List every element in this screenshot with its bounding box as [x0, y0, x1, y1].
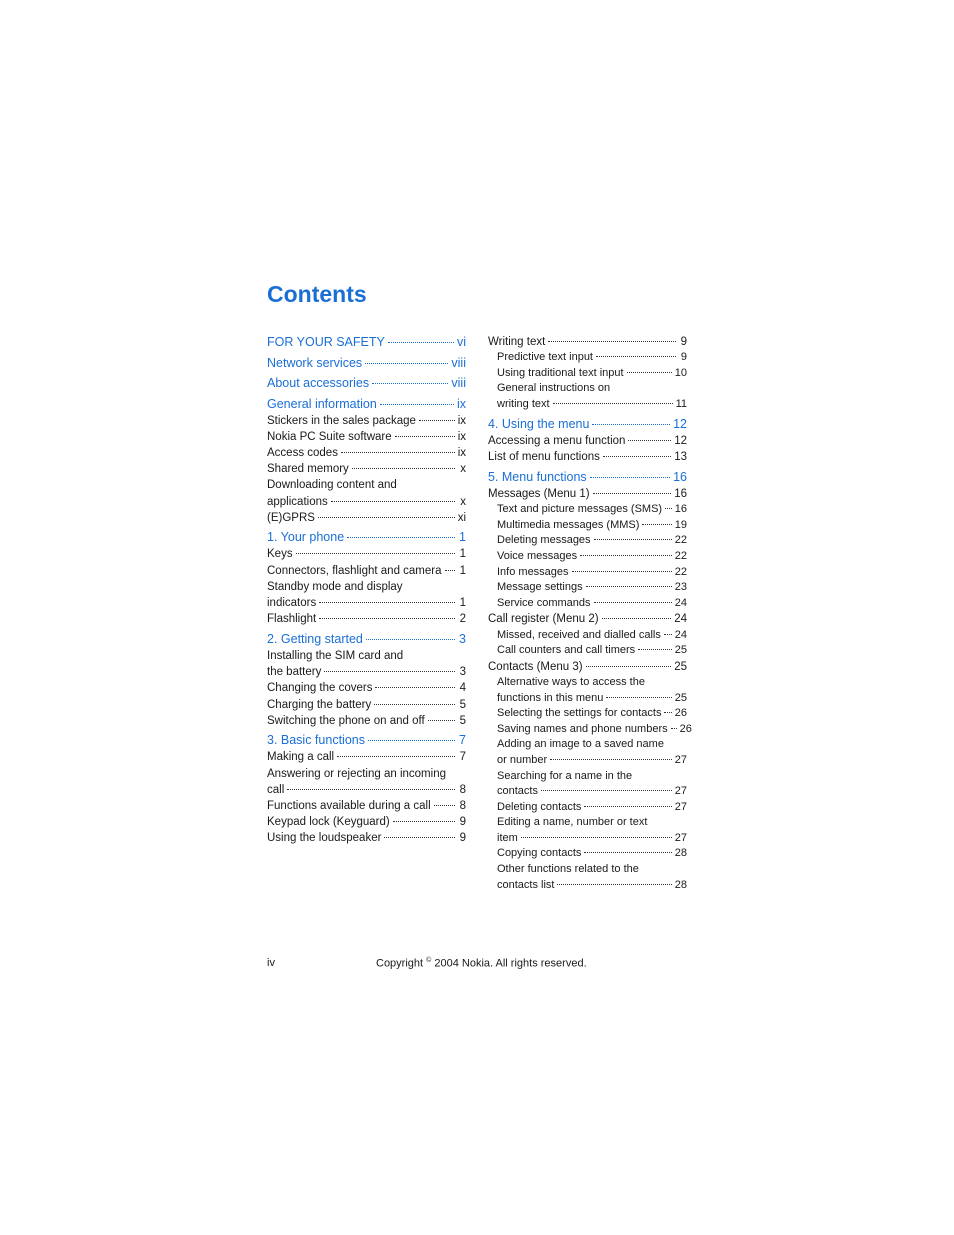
- toc-page-number: ix: [457, 414, 466, 427]
- dot-leader: [602, 618, 672, 619]
- toc-entry-link[interactable]: [488, 433, 687, 449]
- toc-page-number: 7: [459, 733, 466, 748]
- toc-entry-line: [497, 831, 687, 847]
- dot-leader: [584, 806, 671, 807]
- toc-entry-title: Functions available during a call: [267, 800, 431, 813]
- toc-entry-line: [267, 611, 466, 627]
- toc-page-number: 9: [459, 816, 466, 829]
- dot-leader: [580, 555, 672, 556]
- toc-entry-title: Flashlight: [267, 613, 317, 626]
- toc-page-number: xi: [457, 511, 466, 524]
- toc-entry-title: item: [497, 831, 518, 844]
- toc-page-number: 16: [674, 503, 687, 516]
- dot-leader: [380, 404, 454, 405]
- toc-entry-title: the battery: [267, 666, 322, 679]
- toc-entry-link[interactable]: [488, 334, 687, 350]
- toc-entry-line: [267, 782, 466, 798]
- toc-entry-line: [497, 533, 687, 549]
- toc-entry-line: [497, 878, 687, 894]
- dot-leader: [593, 493, 672, 494]
- toc-entry-line: [267, 680, 466, 696]
- toc-subentry-link[interactable]: [488, 737, 687, 768]
- dot-leader: [642, 524, 671, 525]
- toc-page-number: 24: [674, 596, 687, 609]
- dot-leader: [324, 671, 455, 672]
- toc-entry-title: Using traditional text input: [497, 366, 624, 379]
- toc-section-link[interactable]: [267, 396, 466, 413]
- dot-leader: [374, 704, 455, 705]
- toc-page-number: 27: [674, 753, 687, 766]
- toc-section-link[interactable]: [267, 355, 466, 372]
- toc-entry-line: [267, 461, 466, 477]
- toc-entry-line: [267, 814, 466, 830]
- toc-page-number: 1: [459, 548, 466, 561]
- toc-entry-title: Charging the battery: [267, 698, 372, 711]
- dot-leader: [671, 728, 677, 729]
- toc-subentry-link[interactable]: [488, 350, 687, 366]
- toc-entry-title: General information: [267, 396, 377, 411]
- toc-entry-title: Copying contacts: [497, 847, 582, 860]
- toc-entry-line: [267, 445, 466, 461]
- toc-entry-title: Keypad lock (Keyguard): [267, 816, 390, 829]
- toc-entry-link[interactable]: [488, 486, 687, 502]
- toc-entry-title: About accessories: [267, 376, 370, 390]
- toc-section-link[interactable]: [488, 469, 687, 486]
- toc-entry-link[interactable]: [267, 461, 466, 477]
- dot-leader: [434, 805, 455, 806]
- toc-entry-title: Access codes: [267, 446, 338, 459]
- toc-page-number: 28: [674, 878, 687, 891]
- toc-entry-line: [497, 366, 687, 382]
- toc-entry-link[interactable]: [267, 563, 466, 579]
- toc-entry-line: [267, 732, 466, 749]
- toc-subentry-link[interactable]: [488, 675, 687, 706]
- toc-entry-link[interactable]: [267, 798, 466, 814]
- dot-leader: [586, 586, 672, 587]
- toc-page-number: 16: [673, 469, 687, 484]
- toc-entry-line: [267, 396, 466, 413]
- toc-subentry-link[interactable]: [488, 722, 692, 738]
- copyright-notice: [376, 957, 587, 970]
- toc-entry-line: [488, 659, 687, 675]
- toc-entry-line: [267, 375, 466, 392]
- toc-entry-title-line: Installing the SIM card and: [267, 649, 404, 662]
- toc-entry-link[interactable]: [267, 830, 466, 846]
- toc-entry-title: Writing text: [488, 336, 546, 348]
- dot-leader: [553, 403, 673, 404]
- toc-page-number: x: [460, 463, 466, 476]
- toc-entry-title: Network services: [267, 355, 363, 370]
- dot-leader: [557, 884, 671, 885]
- toc-entry-line: [497, 643, 687, 659]
- toc-page-number: 12: [673, 417, 687, 432]
- dot-leader: [572, 571, 672, 572]
- toc-entry-title: call: [267, 783, 285, 796]
- toc-entry-title: Connectors, flashlight and camera: [267, 564, 442, 577]
- toc-entry-line: [488, 416, 687, 433]
- toc-column-right: [488, 334, 692, 893]
- toc-entry-line: [267, 631, 466, 648]
- toc-entry-title: Selecting the settings for contacts: [497, 707, 662, 720]
- toc-entry-title: Using the loudspeaker: [267, 832, 382, 845]
- dot-leader: [366, 639, 455, 640]
- toc-subentry-link[interactable]: [488, 596, 687, 612]
- toc-page-number: 27: [674, 785, 687, 798]
- dot-leader: [347, 537, 455, 538]
- toc-entry-title-line: Other functions related to the: [497, 863, 639, 876]
- toc-entry-line: [267, 355, 466, 372]
- toc-entry-line: [497, 518, 687, 534]
- toc-entry-title: 1. Your phone: [267, 530, 345, 545]
- toc-section-link[interactable]: [267, 631, 466, 648]
- toc-entry-line: [497, 596, 687, 612]
- toc-entry-title: Message settings: [497, 581, 583, 594]
- toc-entry-line: [488, 486, 687, 502]
- toc-entry-line: [497, 350, 687, 366]
- toc-entry-link[interactable]: [267, 648, 466, 680]
- copyright-symbol: ©: [426, 957, 432, 964]
- toc-page-number: 25: [674, 644, 687, 657]
- toc-section-link[interactable]: [267, 732, 466, 749]
- toc-subentry-link[interactable]: [488, 366, 687, 382]
- toc-entry-line: [497, 565, 687, 581]
- toc-entry-link[interactable]: [267, 445, 466, 461]
- toc-subentry-link[interactable]: [488, 381, 687, 412]
- toc-page-number: 19: [674, 518, 687, 531]
- toc-entry-title: 5. Menu functions: [488, 469, 587, 484]
- toc-entry-line: [267, 529, 466, 546]
- toc-page-number: 25: [674, 660, 687, 673]
- toc-entry-line: [267, 713, 466, 729]
- toc-page-number: 10: [674, 366, 687, 379]
- toc-subentry-link[interactable]: [488, 518, 687, 534]
- toc-section-link[interactable]: [267, 375, 466, 392]
- page-number: iv: [267, 957, 275, 969]
- toc-subentry-link[interactable]: [488, 706, 687, 722]
- toc-page-number: 2: [459, 613, 466, 626]
- toc-page-number: 9: [459, 832, 466, 845]
- toc-page-number: ix: [457, 430, 466, 443]
- toc-page-number: 1: [459, 564, 466, 577]
- dot-leader: [428, 720, 455, 721]
- dot-leader: [628, 440, 671, 441]
- toc-section-link[interactable]: [267, 529, 466, 546]
- toc-entry-title: Deleting contacts: [497, 800, 582, 813]
- toc-entry-link[interactable]: [267, 579, 466, 611]
- toc-page-number: 13: [674, 451, 687, 464]
- toc-entry-line: [497, 706, 687, 722]
- toc-entry-line: [488, 611, 687, 627]
- toc-entry-link[interactable]: [488, 449, 687, 465]
- toc-subentry-link[interactable]: [488, 502, 687, 518]
- toc-entry-link[interactable]: [267, 477, 466, 509]
- dot-leader: [341, 452, 455, 453]
- dot-leader: [606, 697, 671, 698]
- toc-page-number: 8: [459, 783, 466, 796]
- toc-entry-line: [497, 691, 687, 707]
- toc-page-number: vi: [456, 335, 466, 349]
- toc-subentry-link[interactable]: [488, 846, 687, 862]
- dot-leader: [375, 687, 455, 688]
- dot-leader: [319, 618, 455, 619]
- toc-entry-line: [267, 664, 466, 680]
- toc-entry-title: applications: [267, 495, 328, 508]
- toc-entry-line: [497, 502, 687, 518]
- toc-subentry-link[interactable]: [488, 549, 687, 565]
- toc-subentry-link[interactable]: [488, 862, 687, 893]
- dot-leader: [594, 539, 672, 540]
- toc-page-number: 24: [674, 613, 687, 626]
- toc-entry-title: Predictive text input: [497, 351, 593, 364]
- toc-entry-title: 4. Using the menu: [488, 417, 590, 432]
- toc-entry-line: [267, 830, 466, 846]
- toc-entry-title: Text and picture messages (SMS): [497, 503, 663, 516]
- dot-leader: [296, 553, 455, 554]
- toc-page-number: 16: [674, 487, 687, 500]
- toc-entry-link[interactable]: [267, 429, 466, 445]
- toc-subentry-link[interactable]: [488, 800, 687, 816]
- toc-entry-title-line: Searching for a name in the: [497, 769, 633, 782]
- toc-page-number: 9: [680, 336, 687, 348]
- dot-leader: [445, 570, 455, 571]
- toc-entry-line: [497, 628, 687, 644]
- toc-page-number: ix: [456, 396, 466, 411]
- toc-page-number: 26: [674, 707, 687, 720]
- dot-leader: [388, 342, 454, 343]
- toc-entry-line: [497, 800, 687, 816]
- toc-entry-link[interactable]: [267, 611, 466, 627]
- toc-entry-title: Accessing a menu function: [488, 435, 626, 448]
- toc-subentry-link[interactable]: [488, 580, 687, 596]
- toc-entry-line: [497, 580, 687, 596]
- dot-leader: [541, 790, 672, 791]
- toc-entry-title: Keys: [267, 548, 293, 561]
- toc-entry-line: [497, 784, 687, 800]
- dot-leader: [337, 756, 455, 757]
- toc-entry-line: [267, 798, 466, 814]
- toc-page-number: 3: [459, 666, 466, 679]
- toc-entry-line: [497, 397, 687, 413]
- toc-entry-link[interactable]: [488, 611, 687, 627]
- toc-entry-link[interactable]: [267, 814, 466, 830]
- toc-page-number: viii: [451, 355, 466, 370]
- toc-entry-title: Switching the phone on and off: [267, 714, 425, 727]
- toc-page-number: 1: [459, 597, 466, 610]
- toc-page-number: 22: [674, 534, 687, 547]
- toc-entry-line: [488, 469, 687, 486]
- toc-entry-link[interactable]: [267, 680, 466, 696]
- toc-page-number: 4: [459, 682, 466, 695]
- toc-entry-line: [267, 494, 466, 510]
- dot-leader: [584, 852, 671, 853]
- toc-entry-title: Info messages: [497, 565, 569, 578]
- toc-entry-line: [267, 546, 466, 562]
- toc-entry-line: [488, 334, 687, 350]
- dot-leader: [368, 740, 455, 741]
- toc-entry-title: Messages (Menu 1): [488, 487, 590, 500]
- toc-subentry-link[interactable]: [488, 533, 687, 549]
- toc-entry-line: [497, 722, 692, 738]
- toc-entry-link[interactable]: [488, 659, 687, 675]
- toc-entry-title: Missed, received and dialled calls: [497, 628, 661, 641]
- toc-page-number: 11: [675, 397, 687, 410]
- toc-entry-title-line: Downloading content and: [267, 479, 397, 492]
- toc-page-number: 7: [459, 751, 466, 764]
- toc-subentry-link[interactable]: [488, 628, 687, 644]
- toc-entry-title: 2. Getting started: [267, 631, 363, 646]
- dot-leader: [548, 341, 676, 342]
- dot-leader: [664, 634, 672, 635]
- toc-entry-title: Nokia PC Suite software: [267, 430, 392, 443]
- dot-leader: [393, 821, 455, 822]
- toc-entry-title: indicators: [267, 597, 317, 610]
- dot-leader: [395, 436, 455, 437]
- toc-entry-title: Multimedia messages (MMS): [497, 518, 640, 531]
- dot-leader: [318, 517, 455, 518]
- dot-leader: [287, 789, 455, 790]
- page-title: Contents: [267, 281, 367, 307]
- dot-leader: [664, 712, 671, 713]
- toc-entry-link[interactable]: [267, 413, 466, 429]
- toc-entry-line: [267, 697, 466, 713]
- toc-entry-title: Call counters and call timers: [497, 644, 636, 657]
- toc-page-number: x: [460, 495, 466, 508]
- toc-subentry-link[interactable]: [488, 643, 687, 659]
- toc-entry-title: Shared memory: [267, 463, 349, 476]
- toc-entry-line: [267, 334, 466, 351]
- toc-entry-title: Stickers in the sales package: [267, 414, 416, 427]
- copyright-text: 2004 Nokia. All rights reserved.: [434, 957, 587, 970]
- toc-entry-line: [267, 510, 466, 526]
- toc-entry-title: Changing the covers: [267, 682, 373, 695]
- toc-page-number: 9: [680, 351, 687, 364]
- toc-entry-line: [488, 449, 687, 465]
- toc-page-number: 3: [459, 631, 466, 646]
- toc-entry-link[interactable]: [267, 749, 466, 765]
- toc-entry-line: [267, 563, 466, 579]
- dot-leader: [550, 759, 672, 760]
- dot-leader: [603, 456, 671, 457]
- toc-entry-title: 3. Basic functions: [267, 733, 365, 748]
- toc-page-number: ix: [457, 446, 466, 459]
- toc-page-number: 12: [674, 435, 687, 448]
- toc-entry-title: contacts list: [497, 878, 555, 891]
- toc-entry-title: functions in this menu: [497, 691, 604, 704]
- toc-page-number: 5: [459, 698, 466, 711]
- toc-entry-line: [267, 595, 466, 611]
- toc-page-number: 27: [674, 831, 687, 844]
- toc-entry-link[interactable]: [267, 546, 466, 562]
- toc-entry-title-line: Adding an image to a saved name: [497, 738, 664, 751]
- toc-entry-title: Service commands: [497, 596, 591, 609]
- toc-subentry-link[interactable]: [488, 815, 687, 846]
- toc-entry-line: [267, 429, 466, 445]
- dot-leader: [331, 501, 455, 502]
- toc-entry-title: Contacts (Menu 3): [488, 660, 583, 673]
- dot-leader: [592, 424, 670, 425]
- copyright-prefix: Copyright: [376, 957, 424, 970]
- dot-leader: [594, 602, 672, 603]
- toc-entry-line: [488, 433, 687, 449]
- dot-leader: [627, 372, 672, 373]
- toc-entry-title: Saving names and phone numbers: [497, 722, 668, 735]
- toc-entry-title: Call register (Menu 2): [488, 613, 599, 626]
- toc-entry-line: [267, 749, 466, 765]
- toc-entry-line: [497, 549, 687, 565]
- toc-entry-title: FOR YOUR SAFETY: [267, 335, 385, 349]
- toc-entry-title-line: Answering or rejecting an incoming: [267, 767, 446, 780]
- toc-page-number: 5: [459, 714, 466, 727]
- dot-leader: [419, 420, 455, 421]
- toc-page-number: 1: [459, 530, 466, 545]
- toc-entry-title: or number: [497, 753, 548, 766]
- toc-entry-title-line: General instructions on: [497, 382, 611, 395]
- toc-page-number: 26: [679, 722, 692, 735]
- toc-section-link[interactable]: [267, 334, 466, 351]
- toc-column-left: [267, 334, 466, 847]
- toc-entry-link[interactable]: [267, 697, 466, 713]
- toc-entry-title: List of menu functions: [488, 451, 600, 464]
- toc-subentry-link[interactable]: [488, 769, 687, 800]
- toc-page-number: 22: [674, 549, 687, 562]
- toc-entry-title: writing text: [497, 397, 550, 410]
- toc-entry-link[interactable]: [267, 713, 466, 729]
- toc-section-link[interactable]: [488, 416, 687, 433]
- toc-page-number: 23: [674, 581, 687, 594]
- dot-leader: [521, 837, 672, 838]
- toc-entry-title: Deleting messages: [497, 534, 591, 547]
- toc-entry-title-line: Standby mode and display: [267, 580, 403, 593]
- dot-leader: [352, 468, 455, 469]
- toc-page-number: 22: [674, 565, 687, 578]
- dot-leader: [596, 356, 676, 357]
- toc-entry-title-line: Editing a name, number or text: [497, 816, 648, 829]
- toc-entry-link[interactable]: [267, 766, 466, 798]
- toc-page-number: 28: [674, 847, 687, 860]
- toc-entry-line: [267, 413, 466, 429]
- dot-leader: [384, 837, 455, 838]
- toc-entry-title-line: Alternative ways to access the: [497, 675, 645, 688]
- toc-entry-title: Voice messages: [497, 549, 578, 562]
- toc-subentry-link[interactable]: [488, 565, 687, 581]
- toc-page-number: 27: [674, 800, 687, 813]
- toc-entry-link[interactable]: [267, 510, 466, 526]
- dot-leader: [372, 383, 448, 384]
- toc-entry-line: [497, 846, 687, 862]
- toc-entry-title: (E)GPRS: [267, 511, 315, 524]
- toc-page-number: viii: [451, 376, 466, 390]
- dot-leader: [586, 666, 672, 667]
- toc-page-number: 25: [674, 691, 687, 704]
- toc-entry-title: contacts: [497, 785, 538, 798]
- toc-page-number: 8: [459, 800, 466, 813]
- toc-entry-line: [497, 753, 687, 769]
- dot-leader: [365, 363, 448, 364]
- toc-entry-title: Making a call: [267, 751, 335, 764]
- dot-leader: [319, 602, 455, 603]
- dot-leader: [665, 508, 672, 509]
- dot-leader: [638, 649, 672, 650]
- toc-page-number: 24: [674, 628, 687, 641]
- dot-leader: [590, 477, 670, 478]
